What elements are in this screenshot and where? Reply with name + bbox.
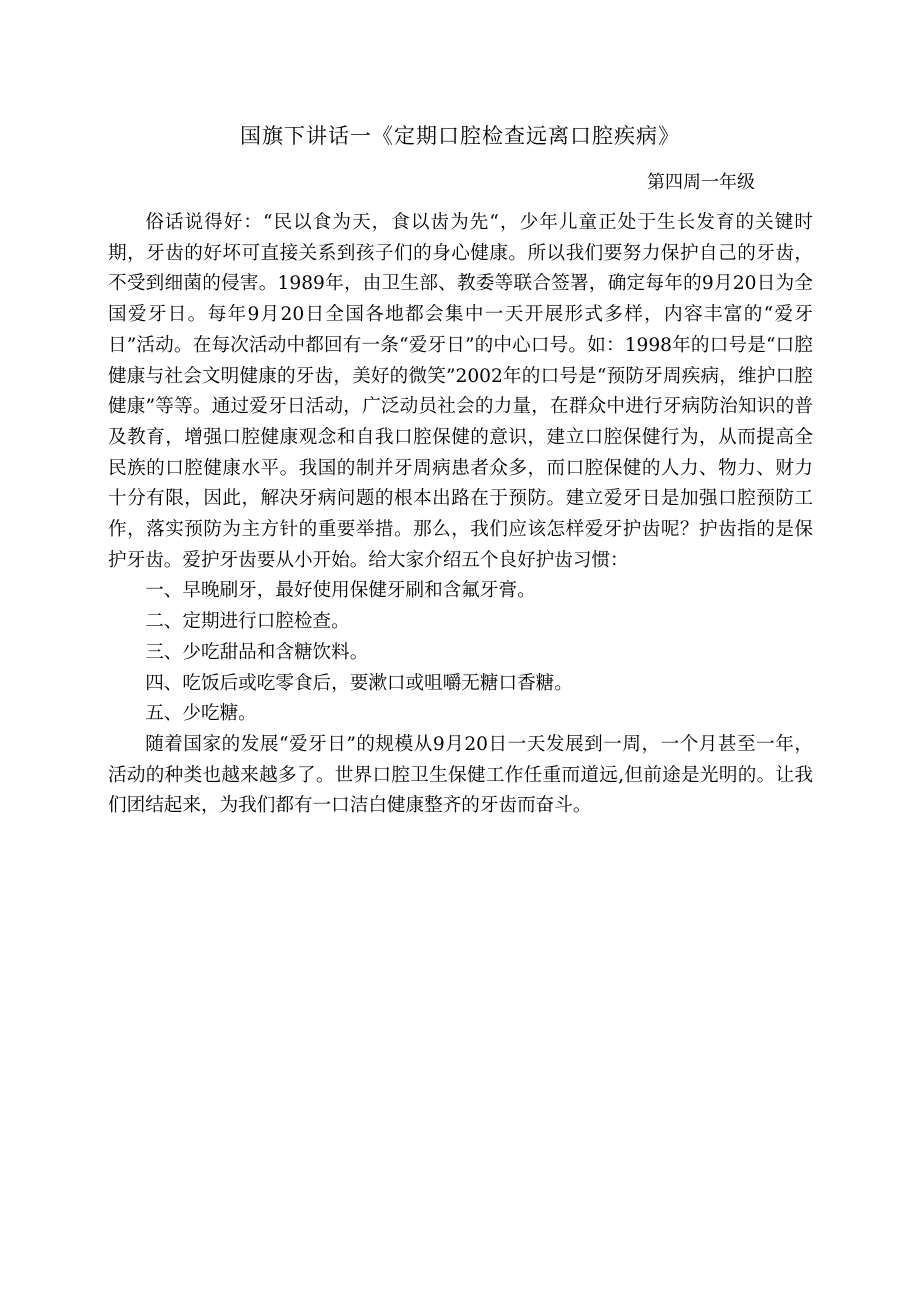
body-paragraph-closing: 随着国家的发展“爱牙日”的规模从9月20日一天发展到一周，一个月甚至一年，活动的种类也越来越多了。世界口腔卫生保健工作任重而道远,但前途是光明的。让我们团结起来，为我们都有一口洁白健康整齐的牙齿而奋斗。 bbox=[108, 733, 813, 817]
habit-item-4: 四、吃饭后或吃零食后，要漱口或咀嚼无糖口香糖。 bbox=[145, 672, 573, 694]
body-paragraph-intro: 俗话说得好：“民以食为天，食以齿为先“，少年儿童正处于生长发育的关键时期，牙齿的好坏可直接关系到孩子们的身心健康。所以我们要努力保护自己的牙齿，不受到细菌的侵害。1989年，由卫生部、教委等联合签署，确定每年的9月20日为全国爱牙日。每年9月20日全国各地都会集中一天开展形式多样，内容丰富的“爱牙日”活动。在每次活动中都回有一条“爱牙日”的中心口号。如：1998年的口号是“口腔健康与社会文明健康的牙齿，美好的微笑”2002年的口号是“预防牙周疾病，维护口腔健康”等等。通过爱牙日活动，广泛动员社会的力量，在群众中进行牙病防治知识的普及教育，增强口腔健康观念和自我口腔保健的意识，建立口腔保健行为，从而提高全民族的口腔健康水平。我国的制并牙周病患者众多，而口腔保健的人力、物力、财力十分有限，因此，解决牙病问题的根本出路在于预防。建立爱牙日是加强口腔预防工作，落实预防为主方针的重要举措。那么，我们应该怎样爱牙护齿呢？护齿指的是保护牙齿。爱护牙齿要从小开始。给大家介绍五个良好护齿习惯： bbox=[108, 212, 813, 571]
document-title: 国旗下讲话一《定期口腔检查远离口腔疾病》 bbox=[240, 124, 680, 148]
habit-item-3: 三、少吃甜品和含糖饮料。 bbox=[145, 641, 369, 663]
document-subtitle: 第四周一年级 bbox=[647, 172, 755, 193]
habit-item-5: 五、少吃糖。 bbox=[145, 703, 257, 725]
habit-item-2: 二、定期进行口腔检查。 bbox=[145, 611, 350, 633]
document-body bbox=[108, 208, 813, 822]
habit-item-1: 一、早晚刷牙，最好使用保健牙刷和含氟牙膏。 bbox=[145, 580, 536, 602]
